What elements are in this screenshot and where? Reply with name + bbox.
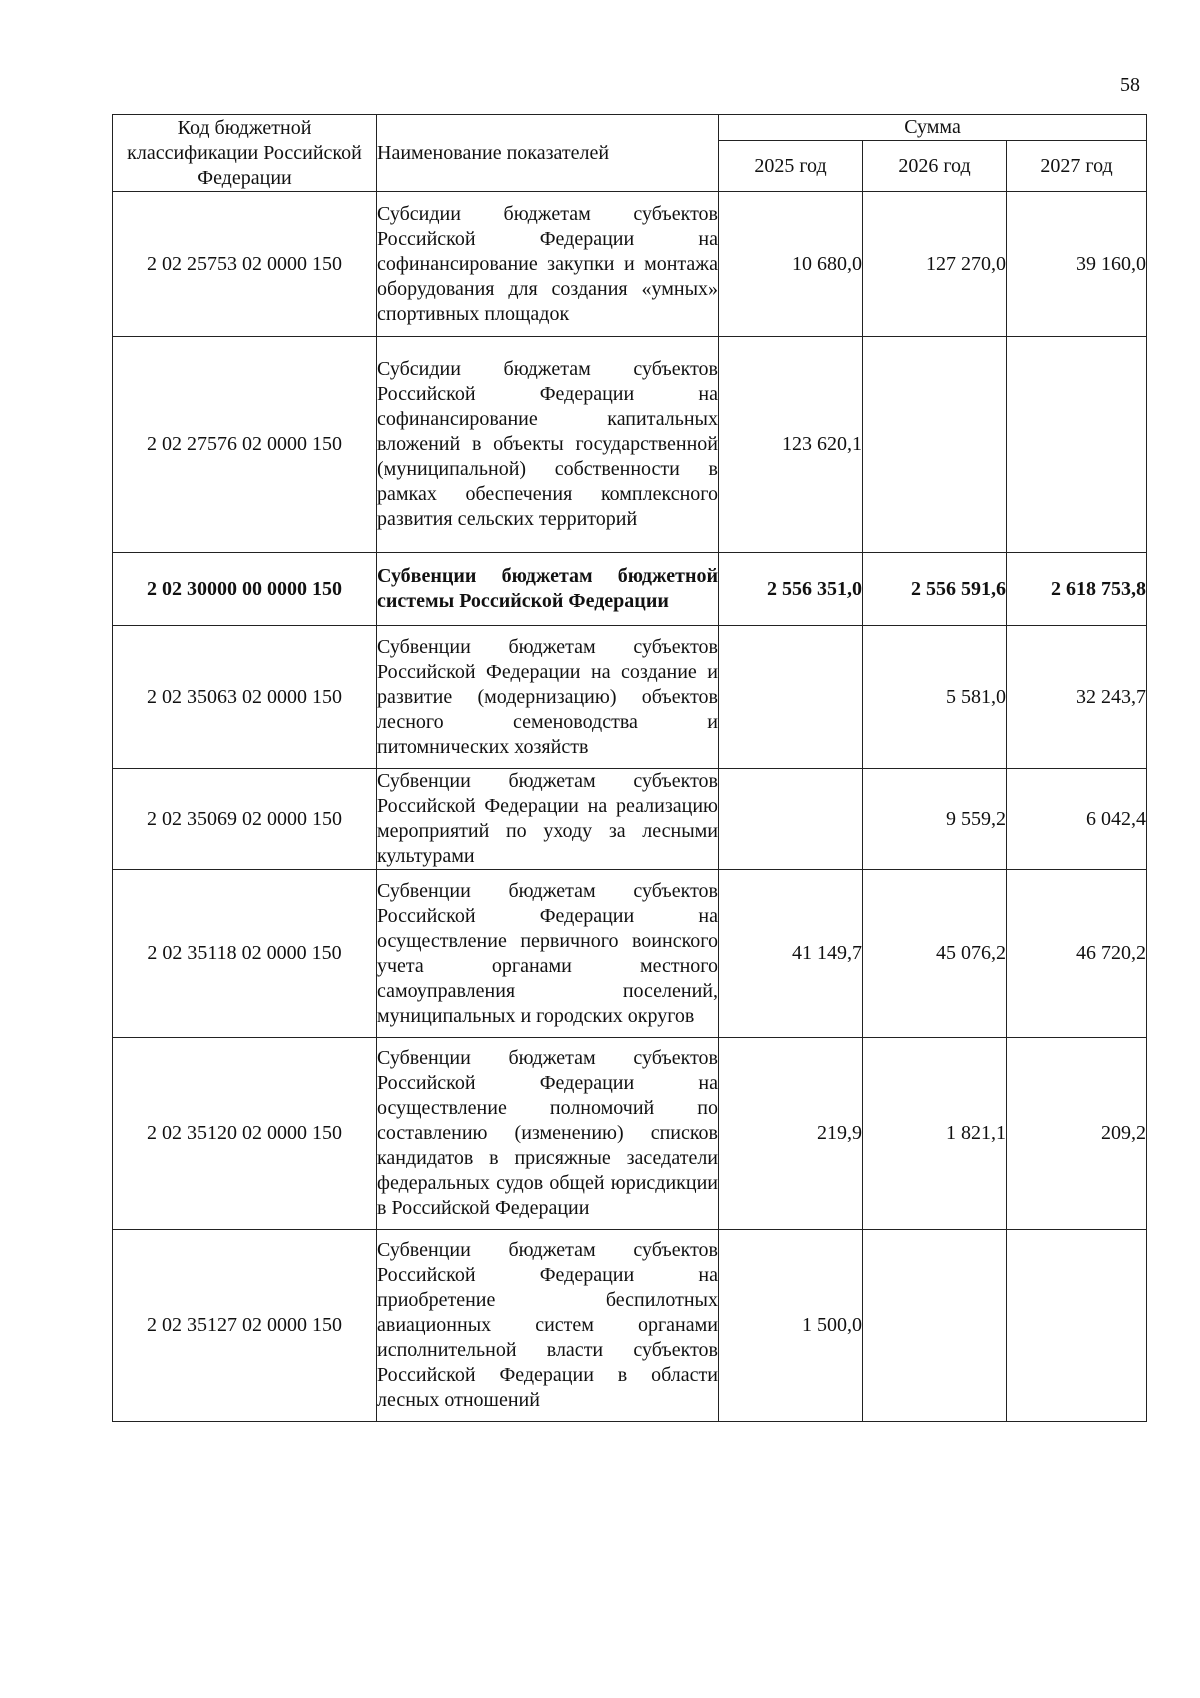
- cell-2027: 6 042,4: [1007, 769, 1147, 870]
- cell-2026: [863, 337, 1007, 553]
- cell-2027: 39 160,0: [1007, 192, 1147, 337]
- cell-name: Субвенции бюджетам субъектов Российской Федерации на осуществление полномочий по составлению (изменению) списков кандидатов в присяжные заседатели федеральных судов общей юрисдикции в Российской Федерации: [377, 1038, 719, 1230]
- cell-name: Субвенции бюджетам бюджетной системы Российской Федерации: [377, 553, 719, 626]
- cell-name: Субвенции бюджетам субъектов Российской Федерации на создание и развитие (модернизацию) объектов лесного семеноводства и питомнических хозяйств: [377, 626, 719, 769]
- cell-2027: 32 243,7: [1007, 626, 1147, 769]
- cell-code: 2 02 35063 02 0000 150: [113, 626, 377, 769]
- cell-2027: 209,2: [1007, 1038, 1147, 1230]
- table-header-row: [113, 115, 1147, 141]
- table-row: [113, 870, 1147, 1038]
- cell-2025: 1 500,0: [719, 1230, 863, 1422]
- cell-code: 2 02 35069 02 0000 150: [113, 769, 377, 870]
- cell-2027: 2 618 753,8: [1007, 553, 1147, 626]
- table-row: [113, 1230, 1147, 1422]
- header-code: Код бюджетной классификации Российской Федерации: [113, 115, 377, 192]
- cell-2025: 123 620,1: [719, 337, 863, 553]
- cell-name: Субвенции бюджетам субъектов Российской Федерации на приобретение беспилотных авиационных систем органами исполнительной власти субъектов Российской Федерации в области лесных отношений: [377, 1230, 719, 1422]
- table-row: [113, 337, 1147, 553]
- cell-2026: 127 270,0: [863, 192, 1007, 337]
- cell-2026: 45 076,2: [863, 870, 1007, 1038]
- table-row: [113, 553, 1147, 626]
- cell-2025: 219,9: [719, 1038, 863, 1230]
- cell-name: Субвенции бюджетам субъектов Российской Федерации на осуществление первичного воинского учета органами местного самоуправления поселений, муниципальных и городских округов: [377, 870, 719, 1038]
- cell-code: 2 02 35118 02 0000 150: [113, 870, 377, 1038]
- cell-code: 2 02 30000 00 0000 150: [113, 553, 377, 626]
- cell-2025: 41 149,7: [719, 870, 863, 1038]
- cell-name: Субсидии бюджетам субъектов Российской Федерации на софинансирование капитальных вложений в объекты государственной (муниципальной) собственности в рамках обеспечения комплексного развития сельских территорий: [377, 337, 719, 553]
- cell-2025: [719, 626, 863, 769]
- cell-code: 2 02 25753 02 0000 150: [113, 192, 377, 337]
- table-row: [113, 1038, 1147, 1230]
- cell-2026: [863, 1230, 1007, 1422]
- cell-2026: 2 556 591,6: [863, 553, 1007, 626]
- cell-code: 2 02 35127 02 0000 150: [113, 1230, 377, 1422]
- cell-name: Субсидии бюджетам субъектов Российской Федерации на софинансирование закупки и монтажа оборудования для создания «умных» спортивных площадок: [377, 192, 719, 337]
- header-year-2025: 2025 год: [719, 141, 863, 192]
- cell-2025: 10 680,0: [719, 192, 863, 337]
- header-sum: Сумма: [719, 115, 1147, 141]
- cell-code: 2 02 27576 02 0000 150: [113, 337, 377, 553]
- cell-2025: 2 556 351,0: [719, 553, 863, 626]
- cell-code: 2 02 35120 02 0000 150: [113, 1038, 377, 1230]
- cell-2027: 46 720,2: [1007, 870, 1147, 1038]
- table-row: [113, 192, 1147, 337]
- cell-2027: [1007, 337, 1147, 553]
- cell-2026: 1 821,1: [863, 1038, 1007, 1230]
- cell-name: Субвенции бюджетам субъектов Российской Федерации на реализацию мероприятий по уходу за лесными культурами: [377, 769, 719, 870]
- cell-2027: [1007, 1230, 1147, 1422]
- header-year-2027: 2027 год: [1007, 141, 1147, 192]
- header-name: Наименование показателей: [377, 115, 719, 192]
- page-number: 58: [1120, 74, 1140, 96]
- budget-table: [112, 114, 1147, 1422]
- cell-2025: [719, 769, 863, 870]
- header-year-2026: 2026 год: [863, 141, 1007, 192]
- table-row: [113, 626, 1147, 769]
- cell-2026: 9 559,2: [863, 769, 1007, 870]
- table-row: [113, 769, 1147, 870]
- cell-2026: 5 581,0: [863, 626, 1007, 769]
